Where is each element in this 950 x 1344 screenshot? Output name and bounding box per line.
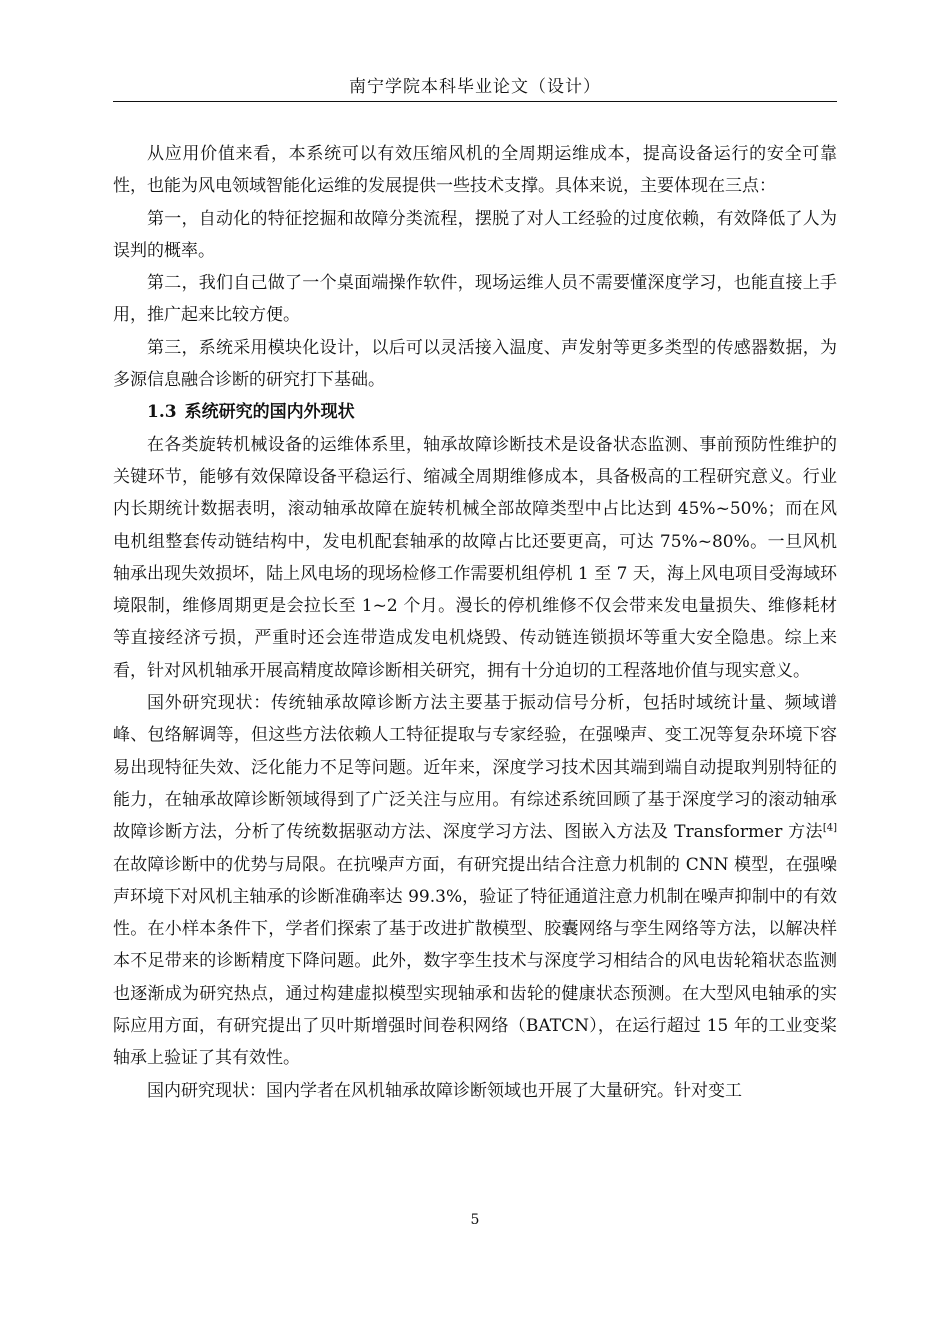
section-number: 1.3 [147, 402, 177, 423]
citation-reference: [4] [822, 822, 837, 834]
paragraph-point-three: 第三，系统采用模块化设计，以后可以灵活接入温度、声发射等更多类型的传感器数据，为多源信息融合诊断的研究打下基础。 [113, 337, 837, 391]
paragraph-background: 在各类旋转机械设备的运维体系里，轴承故障诊断技术是设备状态监测、事前预防性维护的关键环节，能够有效保障设备平稳运行、缩减全周期维修成本，具备极高的工程研究意义。行业内长期统计数据表明，滚动轴承故障在旋转机械全部故障类型中占比达到 45%~50%；而在风电机组整套传动链结构中，发电机配套轴承的故障占比还要更高，可达 75%~80%。一旦风机轴承出现失效损坏，陆上风电场的现场检修工作需要机组停机 1 至 7 天，海上风电项目受海域环境限制，维修周期更是会拉长至 1~2 个月。漫长的停机维修不仅会带来发电量损失、维修耗材等直接经济亏损，严重时还会连带造成发电机烧毁、传动链连锁损坏等重大安全隐患。综上来看，针对风机轴承开展高精度故障诊断相关研究，拥有十分迫切的工程落地价值与现实意义。 [113, 434, 837, 681]
header-divider [113, 101, 837, 102]
foreign-research-text-part1: 国外研究现状：传统轴承故障诊断方法主要基于振动信号分析，包括时域统计量、频域谱峰、包络解调等，但这些方法依赖人工特征提取与专家经验，在强噪声、变工况等复杂环境下容易出现特征失效、泛化能力不足等问题。近年来，深度学习技术因其端到端自动提取判别特征的能力，在轴承故障诊断领域得到了广泛关注与应用。有综述系统回顾了基于深度学习的滚动轴承故障诊断方法，分析了传统数据驱动方法、深度学习方法、图嵌入方法及 Transformer 方法 [113, 693, 837, 843]
page-body [113, 138, 837, 1107]
paragraph-foreign-research [113, 687, 837, 1075]
section-heading [113, 396, 837, 428]
paragraph-point-one: 第一，自动化的特征挖掘和故障分类流程，摆脱了对人工经验的过度依赖，有效降低了人为误判的概率。 [113, 208, 837, 261]
page-header-title: 南宁学院本科毕业论文（设计） [349, 77, 601, 97]
paragraph-application-value: 从应用价值来看，本系统可以有效压缩风机的全周期运维成本，提高设备运行的安全可靠性，也能为风电领域智能化运维的发展提供一些技术支撑。具体来说，主要体现在三点： [113, 144, 837, 197]
paragraph-domestic-research: 国内研究现状：国内学者在风机轴承故障诊断领域也开展了大量研究。针对变工 [147, 1080, 742, 1101]
foreign-research-text-part2: 在故障诊断中的优势与局限。在抗噪声方面，有研究提出结合注意力机制的 CNN 模型，在强噪声环境下对风机主轴承的诊断准确率达 99.3%，验证了特征通道注意力机制在噪声抑制中的有效性。在小样本条件下，学者们探索了基于改进扩散模型、胶囊网络与孪生网络等方法，以解决样本不足带来的诊断精度下降问题。此外，数字孪生技术与深度学习相结合的风电齿轮箱状态监测也逐渐成为研究热点，通过构建虚拟模型实现轴承和齿轮的健康状态预测。在大型风电轴承的实际应用方面，有研究提出了贝叶斯增强时间卷积网络（BATCN），在运行超过 15 年的工业变桨轴承上验证了其有效性。 [113, 854, 837, 1069]
paragraph-point-two: 第二，我们自己做了一个桌面端操作软件，现场运维人员不需要懂深度学习，也能直接上手用，推广起来比较方便。 [113, 273, 837, 326]
section-title: 系统研究的国内外现状 [184, 402, 355, 423]
page-number: 5 [470, 1212, 480, 1228]
